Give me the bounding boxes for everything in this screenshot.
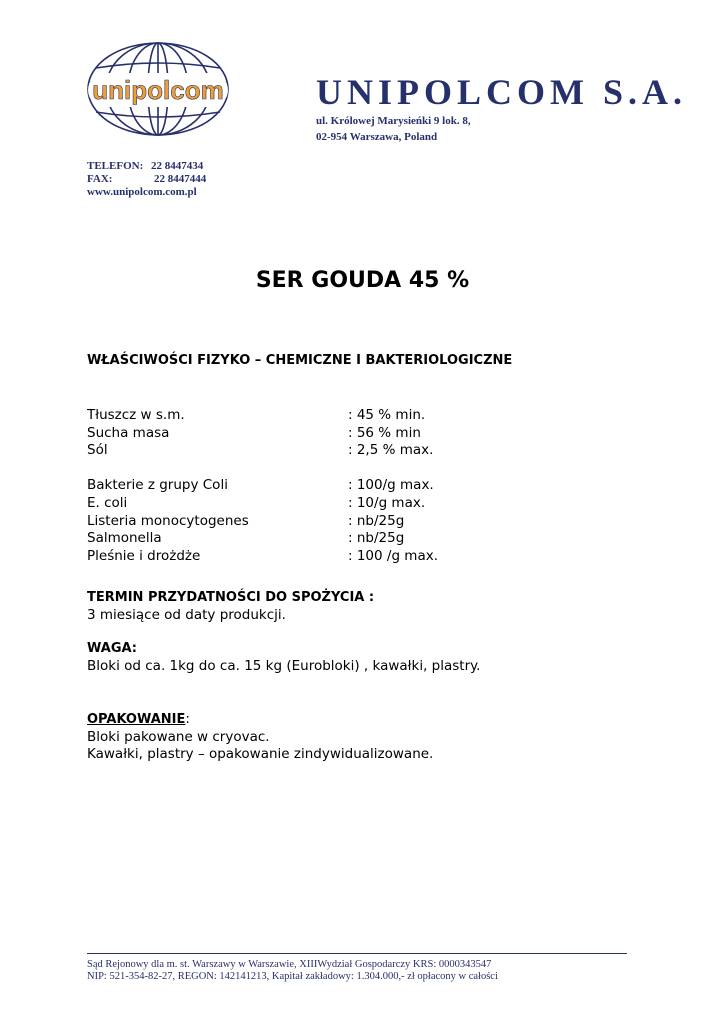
- property-name: Tłuszcz w s.m.: [87, 407, 185, 423]
- unipolcom-logo: [84, 40, 232, 138]
- footer-line-2: NIP: 521-354-82-27, REGON: 142141213, Kapitał zakładowy: 1.304.000,- zł opłacony w całości: [87, 971, 498, 982]
- property-row: [87, 407, 438, 425]
- property-value: : nb/25g: [348, 512, 405, 529]
- property-name: Listeria monocytogenes: [87, 512, 249, 529]
- weight-section: [87, 640, 480, 675]
- property-value: : 100 /g max.: [348, 547, 439, 564]
- fax-value: 22 8447444: [154, 173, 207, 185]
- property-row: [87, 513, 438, 531]
- property-row: [87, 425, 438, 443]
- property-value: : 45 % min.: [348, 407, 426, 423]
- fax-label: FAX:: [87, 173, 113, 185]
- contact-block: [87, 160, 206, 199]
- shelf-life-heading: TERMIN PRZYDATNOŚCI DO SPOŻYCIA :: [87, 590, 375, 605]
- footer: [87, 959, 498, 983]
- address-line-1: ul. Królowej Marysieńki 9 lok. 8,: [316, 115, 471, 127]
- phone-value: 22 8447434: [151, 160, 204, 172]
- company-header: [316, 72, 687, 144]
- property-name: Salmonella: [87, 530, 162, 547]
- property-value: : 2,5 % max.: [348, 442, 434, 459]
- property-value: : nb/25g: [348, 530, 405, 547]
- property-name: Sól: [87, 442, 108, 459]
- document-title: SER GOUDA 45 %: [255, 268, 470, 293]
- shelf-life-section: [87, 589, 374, 624]
- property-row: [87, 495, 438, 513]
- properties-heading: WŁAŚCIWOŚCI FIZYKO – CHEMICZNE I BAKTERIOLOGICZNE: [87, 353, 513, 368]
- property-name: E. coli: [87, 494, 128, 511]
- property-name: Pleśnie i drożdże: [87, 547, 201, 564]
- property-value: : 10/g max.: [348, 494, 426, 511]
- website-link[interactable]: www.unipolcom.com.pl: [87, 186, 197, 198]
- address-line-2: 02-954 Warszawa, Poland: [316, 131, 438, 143]
- properties-list: [87, 407, 438, 565]
- footer-line-1: Sąd Rejonowy dla m. st. Warszawy w Warszawie, XIIIWydział Gospodarczy KRS: 0000343547: [87, 959, 492, 970]
- packaging-colon: :: [185, 711, 190, 727]
- packaging-line-2: Kawałki, plastry – opakowanie zindywidualizowane.: [87, 746, 434, 763]
- property-row: [87, 530, 438, 548]
- property-value: : 100/g max.: [348, 477, 434, 494]
- packaging-line-1: Bloki pakowane w cryovac.: [87, 728, 270, 745]
- property-value: : 56 % min: [348, 424, 421, 441]
- packaging-heading: OPAKOWANIE: [87, 712, 186, 727]
- footer-divider: [87, 953, 627, 954]
- property-row: [87, 442, 438, 460]
- weight-text: Bloki od ca. 1kg do ca. 15 kg (Eurobloki) , kawałki, plastry.: [87, 657, 481, 674]
- property-name: Bakterie z grupy Coli: [87, 477, 228, 494]
- property-name: Sucha masa: [87, 424, 170, 441]
- company-name: UNIPOLCOM S.A.: [316, 72, 688, 112]
- phone-label: TELEFON:: [87, 160, 144, 172]
- property-row: [87, 477, 438, 495]
- property-row: [87, 548, 438, 566]
- logo-text: unipolcom: [92, 75, 224, 105]
- shelf-life-text: 3 miesiące od daty produkcji.: [87, 606, 286, 623]
- packaging-section: [87, 711, 433, 764]
- weight-heading: WAGA:: [87, 641, 137, 656]
